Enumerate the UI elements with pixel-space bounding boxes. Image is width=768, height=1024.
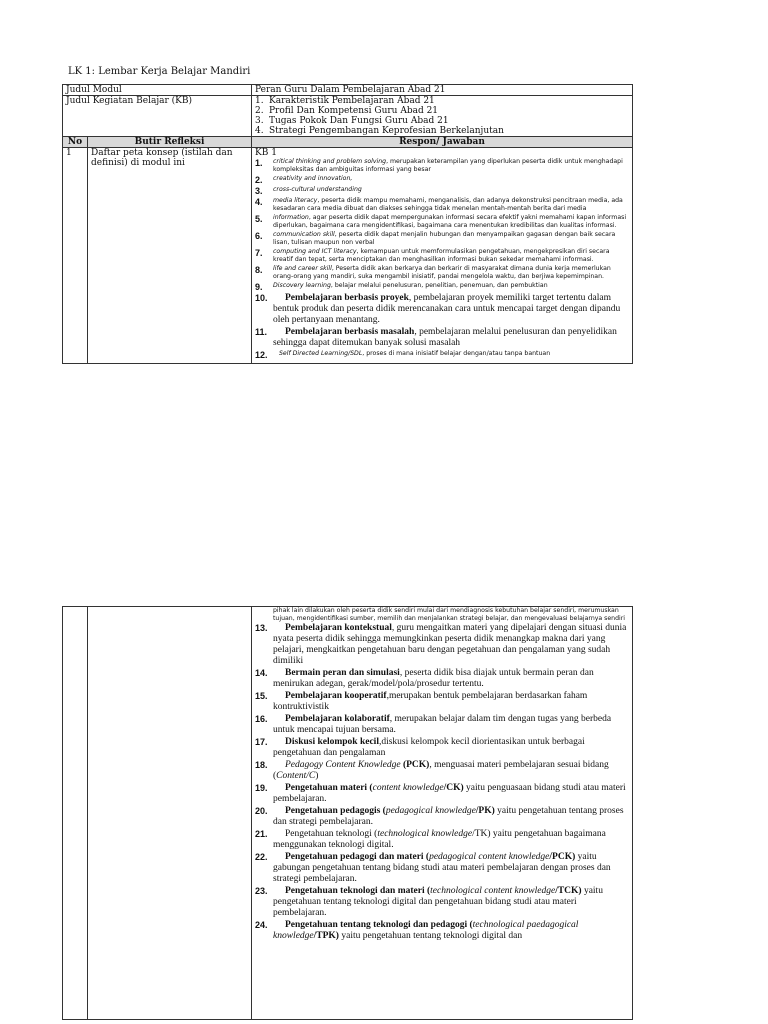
- concept-item: [255, 248, 629, 264]
- concept-list-tpack: [255, 760, 629, 942]
- concept-item: [255, 668, 629, 690]
- concept-text: Pengetahuan pedagogi dan materi (pedagogical content knowledge/PCK) yaitu gabungan pengetahuan tentang bidang studi atau materi pembelajaran dengan proses dan strategi pembelajaran.: [273, 852, 611, 884]
- row-number-empty: [63, 607, 88, 1020]
- butir-empty: [88, 607, 252, 1020]
- concept-item: [255, 886, 629, 919]
- concept-text: computing and ICT literacy, kemampuan untuk memformulasikan pengetahuan, mengekpresikan diri secara kreatif dan tepat, serta menciptakan dan menghasilkan informasi bukan sekedar memahami informasi.: [273, 248, 610, 263]
- item-number: 20.: [255, 806, 268, 816]
- item-number: 17.: [255, 737, 268, 747]
- concept-item: [255, 852, 629, 885]
- response-cell-continued: [252, 607, 633, 1020]
- item-number: 23.: [255, 886, 268, 896]
- concept-item-12: 12. Self Directed Learning/SDL, proses di mana inisiatif belajar dengan/atau tanpa bantuan: [255, 350, 551, 360]
- concept-text: media literacy, peserta didik mampu memahami, menganalisis, dan adanya dekonstruksi pencitraan media, ada kesadaran cara media dibuat dan diakses sehingga tidak menelan mentah-mentah berita dari media: [273, 197, 623, 212]
- concept-item: [255, 737, 629, 759]
- concept-item: [255, 714, 629, 736]
- item-number: 8.: [255, 265, 263, 275]
- item-number: 21.: [255, 829, 268, 839]
- row-judul-kb: [63, 96, 633, 137]
- concept-item: [255, 691, 629, 713]
- item-number: 18.: [255, 760, 268, 770]
- judul-kb-label: Judul Kegiatan Belajar (KB): [63, 96, 252, 137]
- concept-item: [255, 806, 629, 828]
- header-no: No: [63, 137, 88, 148]
- concept-list-page2: [255, 623, 629, 759]
- item-number: 9.: [255, 282, 263, 292]
- butir-refleksi: Daftar peta konsep (istilah dan definisi) di modul ini: [88, 148, 252, 364]
- item-number: 24.: [255, 920, 268, 930]
- item-number: 14.: [255, 668, 268, 678]
- concept-item: [255, 760, 629, 782]
- concept-text: Pengetahuan teknologi (technological knowledge/TK) yaitu pengetahuan bagaimana menggunakan teknologi digital.: [273, 829, 606, 850]
- concept-text: Pengetahuan tentang teknologi dan pedagogi (technological paedagogical knowledge/TPK) yaitu pengetahuan tentang teknologi digital dan: [273, 920, 579, 941]
- concept-text: Pembelajaran kontekstual, guru mengaitkan materi yang dipelajari dengan situasi dunia nyata peserta didik sehingga memungkinkan peserta didik menangkap makna dari yang pelajari, mengkaitkan pengetahuan baru dengan pegetahuan dan pengalaman yang sudah dimiliki: [273, 623, 627, 666]
- worksheet-title: LK 1: Lembar Kerja Belajar Mandiri: [68, 66, 251, 77]
- concept-item: [255, 186, 629, 196]
- concept-text: Bermain peran dan simulasi, peserta didik bisa diajak untuk bermain peran dan menirukan adegan, gerak/model/pola/prosedur tertentu.: [273, 668, 594, 689]
- worksheet-table-page1: [62, 84, 633, 364]
- judul-modul-label: Judul Modul: [63, 85, 252, 96]
- header-respon: Respon/ Jawaban: [252, 137, 633, 148]
- concept-text: Pengetahuan materi (content knowledge/CK) yaitu penguasaan bidang studi atau materi pembelajaran.: [273, 783, 626, 804]
- concept-text: Pembelajaran kolaboratif, merupakan belajar dalam tim dengan tugas yang berbeda untuk mencapai tujuan bersama.: [273, 714, 612, 735]
- row-1-continued: [63, 607, 633, 1020]
- concept-item: [255, 293, 629, 326]
- concept-text: creativity and innovation,: [273, 175, 353, 182]
- item-number: 4.: [255, 197, 263, 207]
- concept-text: Pedagogy Content Knowledge (PCK), menguasai materi pembelajaran sesuai bidang (Content/C): [273, 760, 609, 781]
- worksheet-table-page2: [62, 606, 633, 1020]
- item-number: 22.: [255, 852, 268, 862]
- kb-item: 4. Strategi Pengembangan Keprofesian Berkelanjutan: [255, 126, 504, 136]
- item-number: 11.: [255, 327, 268, 337]
- item-number: 2.: [255, 175, 263, 185]
- concept-item: [255, 158, 629, 174]
- item-number: 7.: [255, 248, 263, 258]
- concept-item: [255, 282, 629, 292]
- item-number: 15.: [255, 691, 268, 701]
- kb-item: 1. Karakteristik Pembelajaran Abad 21: [255, 96, 435, 106]
- concept-item: [255, 829, 629, 851]
- concept-text: Pembelajaran berbasis masalah, pembelajaran melalui penelusuran dan penyelidikan sehingga dapat ditemukan banyak solusi masalah: [273, 327, 617, 348]
- judul-kb-list: [252, 96, 633, 137]
- concept-text: Pengetahuan pedagogis (pedagogical knowledge/PK) yaitu pengetahuan tentang proses dan strategi pembelajaran.: [273, 806, 624, 827]
- concept-text: Diskusi kelompok kecil,diskusi kelompok kecil diorientasikan untuk berbagai pengetahuan dan pengalaman: [273, 737, 585, 758]
- concept-text: communication skill, peserta didik dapat menjalin hubungan dan menyampaikan gagasan dengan baik secara lisan, tulisan maupun non verbal: [273, 231, 616, 246]
- concept-item: [255, 231, 629, 247]
- concept-text: Discovery learning, belajar melalui penelusuran, penelitian, penemuan, dan pembuktian: [273, 282, 548, 289]
- row-judul-modul: [63, 85, 633, 96]
- response-cell: [252, 148, 633, 364]
- item-number: 3.: [255, 186, 263, 196]
- concept-item: [255, 327, 629, 349]
- concept-text: Pembelajaran berbasis proyek, pembelajaran proyek memiliki target tertentu dalam bentuk produk dan peserta didik merencanakan cara untuk mencapai target dengan dipandu oleh pertanyaan menantang.: [273, 293, 621, 325]
- item-number: 6.: [255, 231, 263, 241]
- item-number: 10.: [255, 293, 268, 303]
- kb-item: 3. Tugas Pokok Dan Fungsi Guru Abad 21: [255, 116, 449, 126]
- concept-text: life and career skill, Peserta didik akan berkarya dan berkarir di masyarakat dimana dunia kerja memerlukan orang-orang yang mandiri, suka mengambil inisiatif, pandai mengelola waktu, dan berjiwa kepemimpinan.: [273, 265, 611, 280]
- concept-item: [255, 175, 629, 185]
- concept-text: information, agar peserta didik dapat mempergunakan informasi secara efektif yakni memahami kapan informasi diperlukan, bagaimana cara mengidentifikasi, bagaimana cara menentukan kredibilitas dan kualitas informasi.: [273, 214, 627, 229]
- row-number: 1: [63, 148, 88, 364]
- concept-item: [255, 623, 629, 667]
- row-1: [63, 148, 633, 364]
- kb-label: KB 1: [255, 148, 277, 158]
- concept-list-sans: [255, 158, 629, 292]
- concept-item: [255, 783, 629, 805]
- concept-text: critical thinking and problem solving, merupakan keterampilan yang diperlukan peserta didik untuk menghadapi kompleksitas dan ambiguitas informasi yang besar: [273, 158, 623, 173]
- kb-item: 2. Profil Dan Kompetensi Guru Abad 21: [255, 106, 439, 116]
- concept-item: [255, 197, 629, 213]
- concept-text: cross-cultural understanding: [273, 186, 362, 193]
- item-number: 19.: [255, 783, 268, 793]
- item-number: 13.: [255, 623, 268, 633]
- concept-item: [255, 265, 629, 281]
- item-number: 1.: [255, 158, 263, 168]
- judul-modul-value: Peran Guru Dalam Pembelajaran Abad 21: [252, 85, 633, 96]
- concept-item: [255, 214, 629, 230]
- header-row: [63, 137, 633, 148]
- item-number: 16.: [255, 714, 268, 724]
- concept-text: Pengetahuan teknologi dan materi (technological content knowledge/TCK) yaitu pengetahuan tentang teknologi digital dan pengetahuan bidang studi atau materi pembelajaran.: [273, 886, 603, 918]
- concept-text: Pembelajaran kooperatif,merupakan bentuk pembelajaran berdasarkan faham kontruktivistik: [273, 691, 588, 712]
- concept-item: [255, 920, 629, 942]
- concept-list-serif: [255, 293, 629, 349]
- item-number: 5.: [255, 214, 263, 224]
- header-butir: Butir Refleksi: [88, 137, 252, 148]
- item12-continued: pihak lain dilakukan oleh peserta didik sendiri mulai dari mendiagnosis kebutuhan belajar sendiri, merumuskan tujuan, mengidentifikasi sumber, memilih dan menjalankan strategi belajar, dan mengevaluasi belajarnya sendiri: [273, 607, 626, 622]
